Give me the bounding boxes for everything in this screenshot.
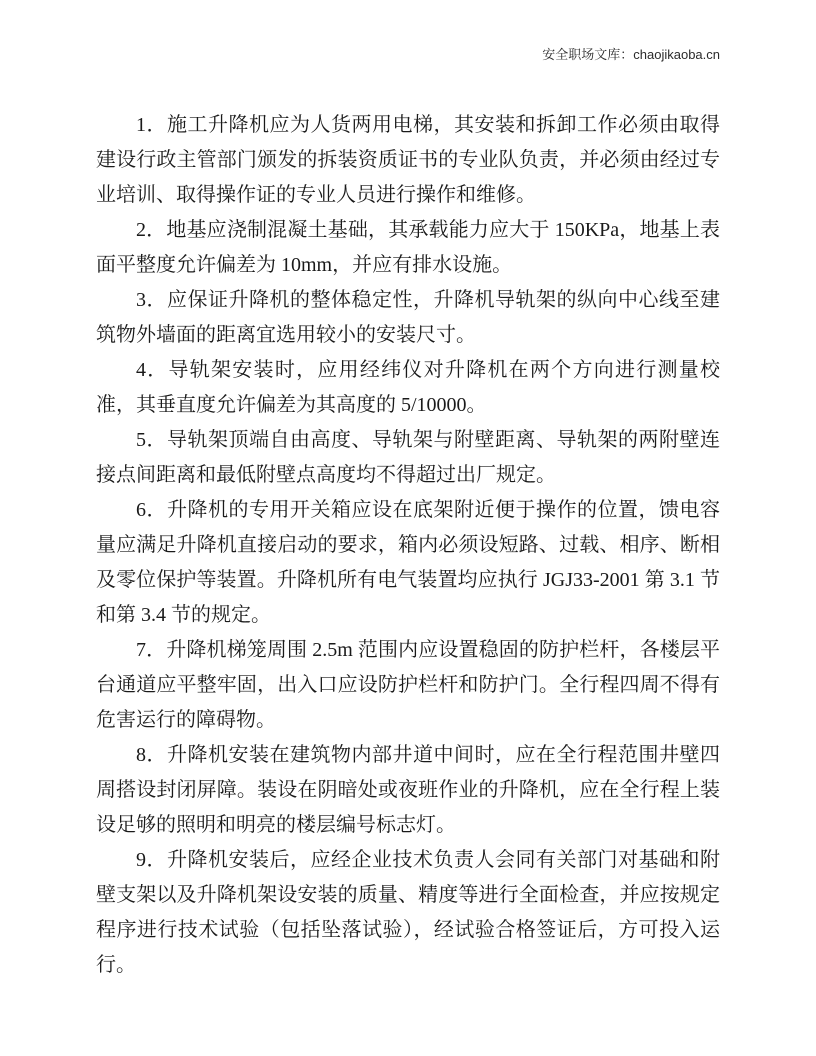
page-header bbox=[96, 46, 720, 64]
paragraph-item-1: 1．施工升降机应为人货两用电梯，其安装和拆卸工作必须由取得建设行政主管部门颁发的拆装资质证书的专业队负责，并必须由经过专业培训、取得操作证的专业人员进行操作和维修。 bbox=[96, 114, 720, 206]
paragraph-item-7: 7．升降机梯笼周围 2.5m 范围内应设置稳固的防护栏杆，各楼层平台通道应平整牢固，出入口应设防护栏杆和防护门。全行程四周不得有危害运行的障碍物。 bbox=[96, 639, 720, 731]
paragraph-item-3: 3．应保证升降机的整体稳定性，升降机导轨架的纵向中心线至建筑物外墙面的距离宜选用较小的安装尺寸。 bbox=[96, 289, 720, 346]
paragraph-item-9: 9．升降机安装后，应经企业技术负责人会同有关部门对基础和附壁支架以及升降机架设安装的质量、精度等进行全面检查，并应按规定程序进行技术试验（包括坠落试验），经试验合格签证后，方可投入运行。 bbox=[96, 849, 720, 976]
paragraph-item-4: 4．导轨架安装时，应用经纬仪对升降机在两个方向进行测量校准，其垂直度允许偏差为其高度的 5/10000。 bbox=[96, 359, 720, 416]
paragraph-item-2: 2．地基应浇制混凝土基础，其承载能力应大于 150KPa，地基上表面平整度允许偏差为 10mm，并应有排水设施。 bbox=[96, 219, 720, 276]
document-body bbox=[96, 108, 720, 983]
paragraph-item-5: 5．导轨架顶端自由高度、导轨架与附壁距离、导轨架的两附壁连接点间距离和最低附壁点高度均不得超过出厂规定。 bbox=[96, 429, 720, 486]
site-watermark-label: 安全职场文库：chaojikaoba.cn bbox=[542, 47, 720, 62]
paragraph-item-8: 8．升降机安装在建筑物内部井道中间时，应在全行程范围井壁四周搭设封闭屏障。装设在阴暗处或夜班作业的升降机，应在全行程上装设足够的照明和明亮的楼层编号标志灯。 bbox=[96, 744, 720, 836]
paragraph-item-6: 6．升降机的专用开关箱应设在底架附近便于操作的位置，馈电容量应满足升降机直接启动的要求，箱内必须设短路、过载、相序、断相及零位保护等装置。升降机所有电气装置均应执行 JGJ33-2001 第 3.1 节和第 3.4 节的规定。 bbox=[96, 499, 720, 626]
